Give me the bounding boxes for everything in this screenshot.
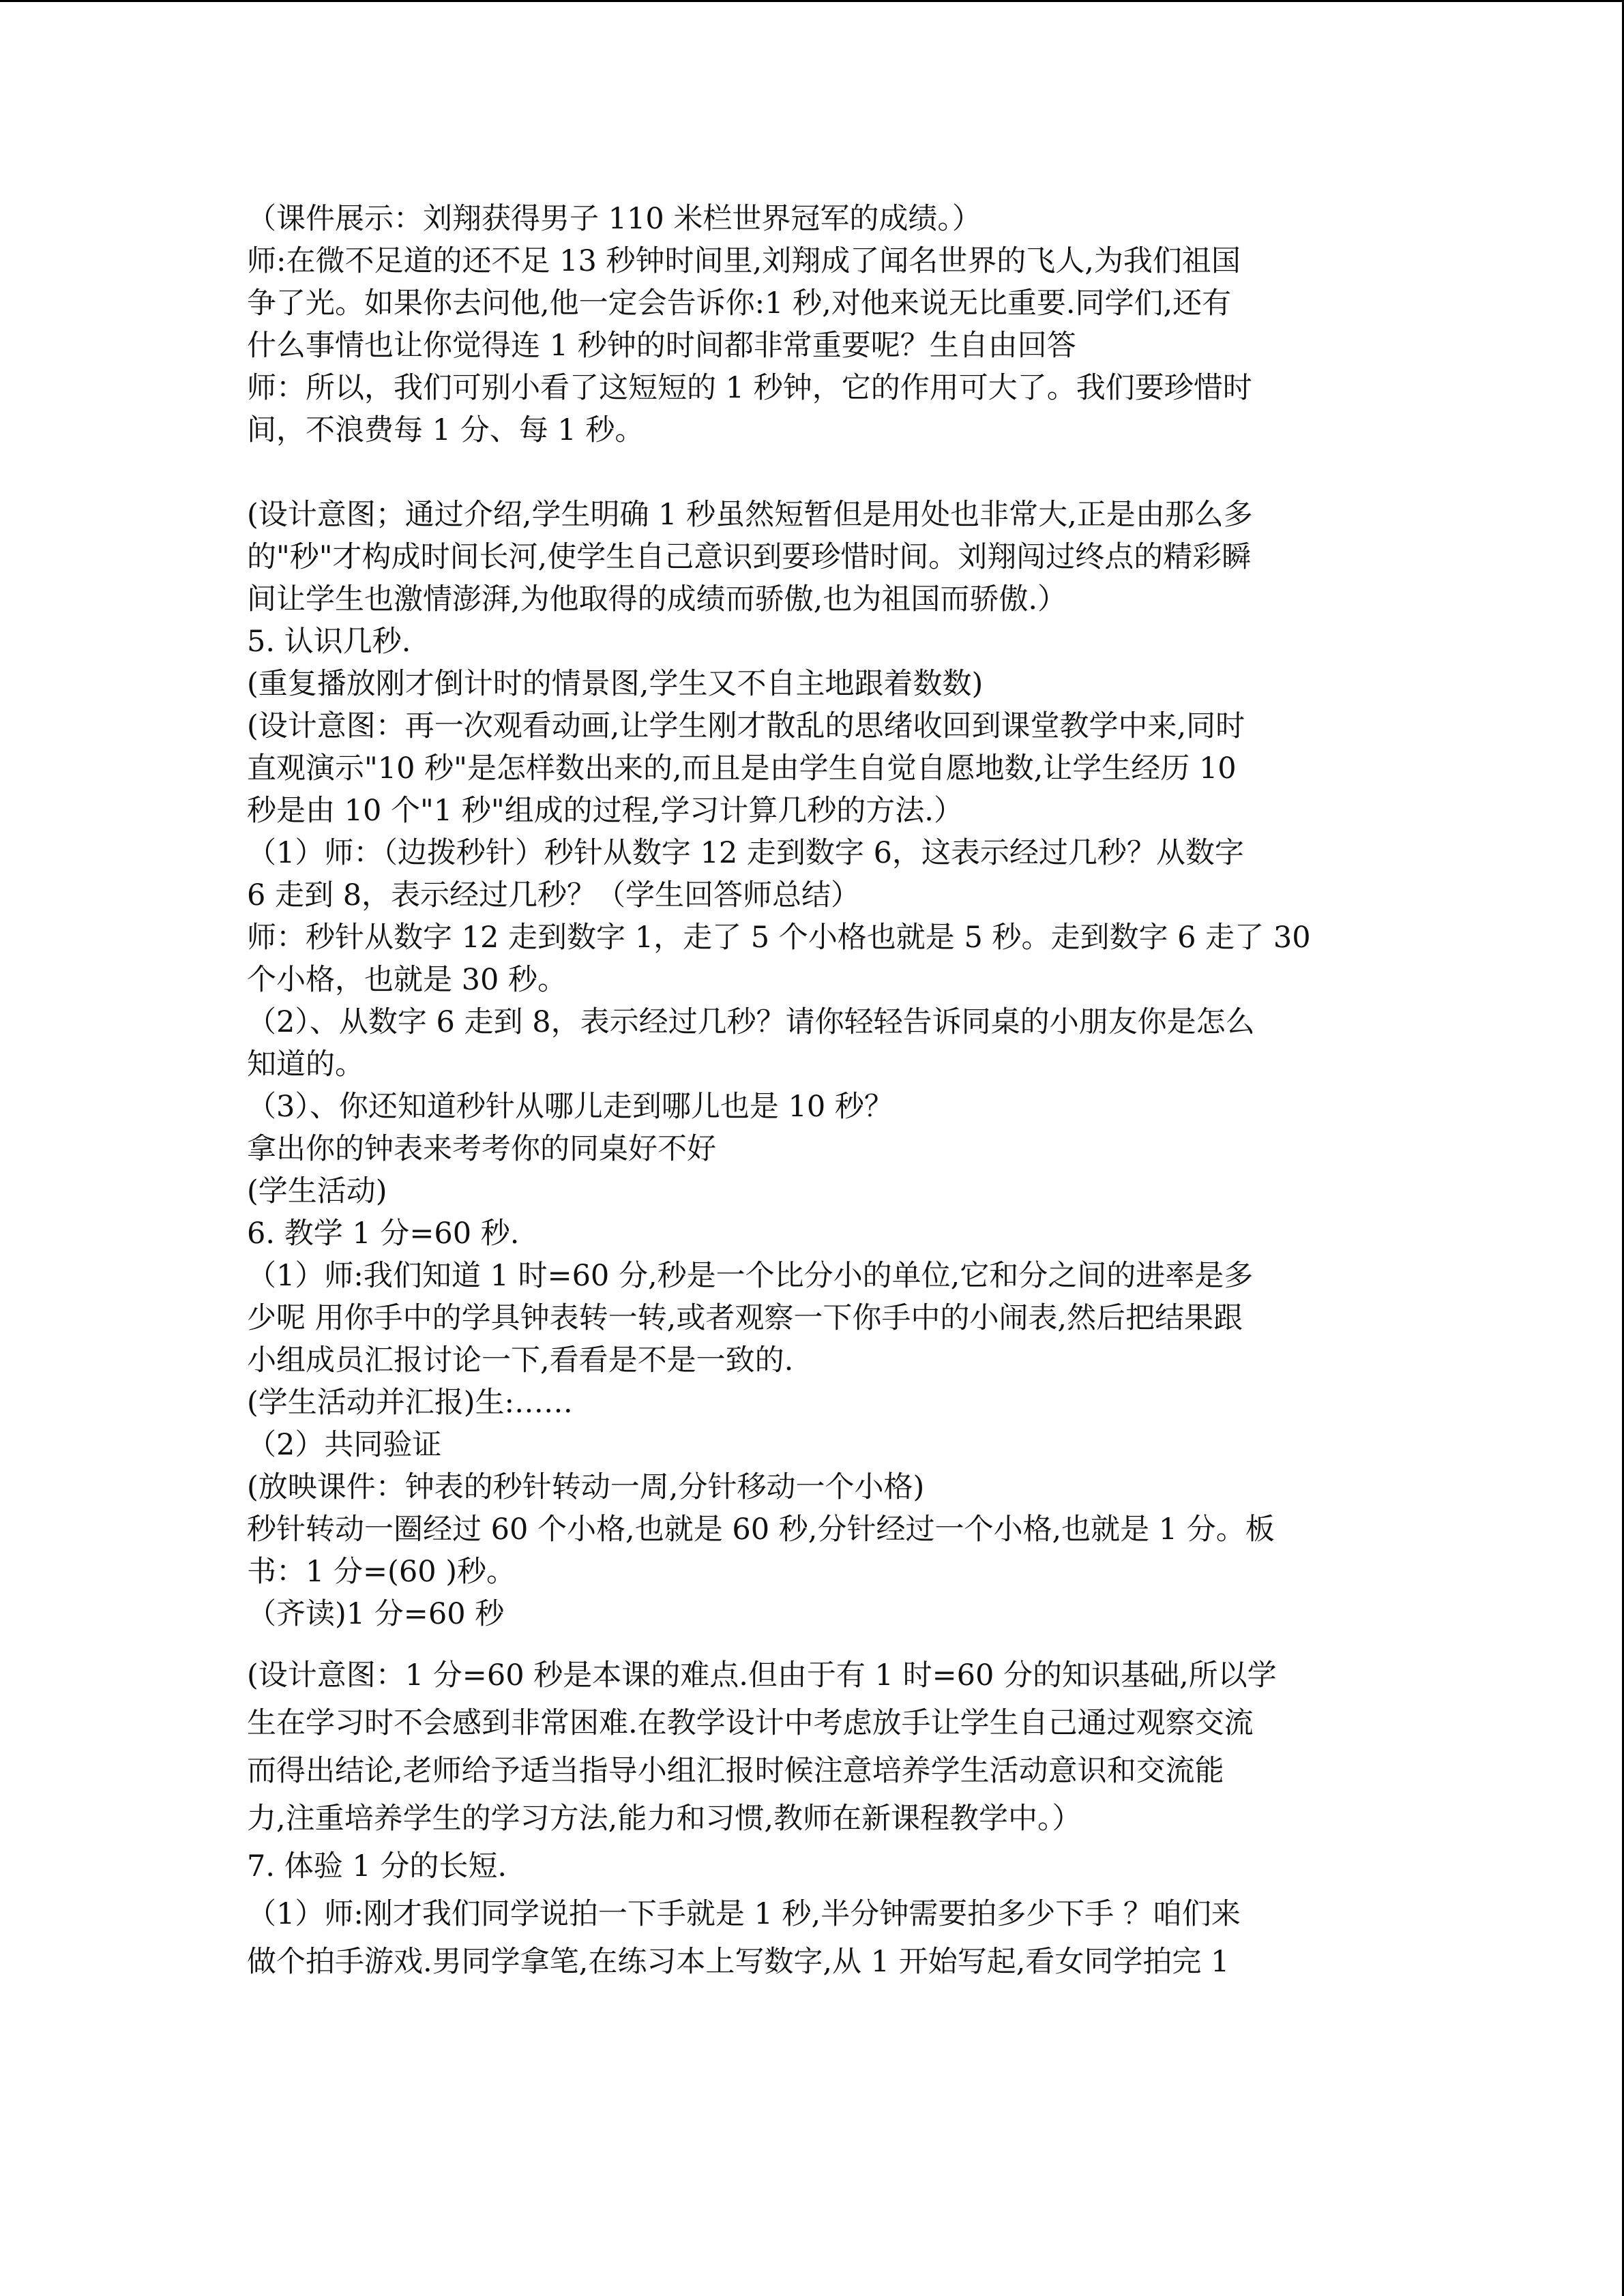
text-line: (设计意图；通过介绍,学生明确 1 秒虽然短暂但是用处也非常大,正是由那么多 (247, 498, 1253, 532)
blank-line (247, 451, 1379, 494)
text-line: 做个拍手游戏.男同学拿笔,在练习本上写数字,从 1 开始写起,看女同学拍完 1 (247, 1945, 1230, 1979)
text-line: （1）师:我们知道 1 时=60 分,秒是一个比分小的单位,它和分之间的进率是多 (247, 1259, 1254, 1293)
text-line: 6 走到 8，表示经过几秒？（学生回答师总结） (247, 878, 861, 912)
text-line: 少呢 用你手中的学具钟表转一转,或者观察一下你手中的小闹表,然后把结果跟 (247, 1301, 1243, 1335)
page-top-border (0, 0, 1624, 2)
text-line: 间，不浪费每 1 分、每 1 秒。 (247, 413, 645, 447)
section-heading: 7. 体验 1 分的长短. (247, 1849, 507, 1883)
design-intent-block (247, 1652, 1379, 1986)
text-line: 书：1 分=(60 )秒。 (247, 1555, 516, 1589)
text-line: 的"秒"才构成时间长河,使学生自己意识到要珍惜时间。刘翔闯过终点的精彩瞬 (247, 540, 1252, 574)
text-line: 而得出结论,老师给予适当指导小组汇报时候注意培养学生活动意识和交流能 (247, 1754, 1224, 1788)
text-line: 秒是由 10 个"1 秒"组成的过程,学习计算几秒的方法.） (247, 794, 963, 828)
text-line: 间让学生也激情澎湃,为他取得的成绩而骄傲,也为祖国而骄傲.） (247, 582, 1067, 616)
text-line: 争了光。如果你去问他,他一定会告诉你:1 秒,对他来说无比重要.同学们,还有 (247, 286, 1232, 320)
text-line: 秒针转动一圈经过 60 个小格,也就是 60 秒,分针经过一个小格,也就是 1 分。板 (247, 1512, 1275, 1547)
text-line: 直观演示"10 秒"是怎样数出来的,而且是由学生自觉自愿地数,让学生经历 10 (247, 751, 1237, 786)
text-line: (设计意图：再一次观看动画,让学生刚才散乱的思绪收回到课堂教学中来,同时 (247, 709, 1245, 743)
text-line: 力,注重培养学生的学习方法,能力和习惯,教师在新课程教学中。） (247, 1802, 1082, 1836)
text-line: （3）、你还知道秒针从哪儿走到哪儿也是 10 秒？ (247, 1090, 894, 1124)
text-line: （1）师:刚才我们同学说拍一下手就是 1 秒,半分钟需要拍多少下手 ？咱们来 (247, 1897, 1241, 1931)
text-line: 生在学习时不会感到非常困难.在教学设计中考虑放手让学生自己通过观察交流 (247, 1706, 1254, 1740)
text-line: 什么事情也让你觉得连 1 秒钟的时间都非常重要呢？生自由回答 (247, 329, 1076, 363)
text-line: 知道的。 (247, 1047, 364, 1082)
text-line: (放映课件：钟表的秒针转动一周,分针移动一个小格) (247, 1470, 925, 1504)
text-line: (重复播放刚才倒计时的情景图,学生又不自主地跟着数数) (247, 667, 984, 701)
text-line: （课件展示：刘翔获得男子 110 米栏世界冠军的成绩。） (247, 202, 981, 236)
text-line: 拿出你的钟表来考考你的同桌好不好 (247, 1132, 716, 1166)
text-line: （齐读)1 分=60 秒 (247, 1597, 505, 1631)
text-line: 师：所以，我们可别小看了这短短的 1 秒钟，它的作用可大了。我们要珍惜时 (247, 371, 1252, 405)
text-line: (学生活动) (247, 1174, 387, 1208)
section-heading: 5. 认识几秒. (247, 625, 411, 659)
section-heading: 6. 教学 1 分=60 秒. (247, 1217, 520, 1251)
text-line: (学生活动并汇报)生:…… (247, 1386, 574, 1420)
text-line: 小组成员汇报讨论一下,看看是不是一致的. (247, 1343, 794, 1377)
text-line: 师:在微不足道的还不足 13 秒钟时间里,刘翔成了闻名世界的飞人,为我们祖国 (247, 244, 1241, 278)
text-line: (设计意图：1 分=60 秒是本课的难点.但由于有 1 时=60 分的知识基础,所以学 (247, 1658, 1277, 1693)
text-line: （2）、从数字 6 走到 8，表示经过几秒？请你轻轻告诉同桌的小朋友你是怎么 (247, 1005, 1255, 1039)
text-line: （2）共同验证 (247, 1428, 442, 1462)
text-line: 个小格，也就是 30 秒。 (247, 963, 567, 997)
main-text-block (247, 198, 1379, 1635)
text-line: （1）师：（边拨秒针）秒针从数字 12 走到数字 6，这表示经过几秒？从数字 (247, 836, 1244, 870)
document-page (247, 198, 1379, 1986)
text-line: 师：秒针从数字 12 走到数字 1，走了 5 个小格也就是 5 秒。走到数字 6 走了 30 (247, 921, 1311, 955)
